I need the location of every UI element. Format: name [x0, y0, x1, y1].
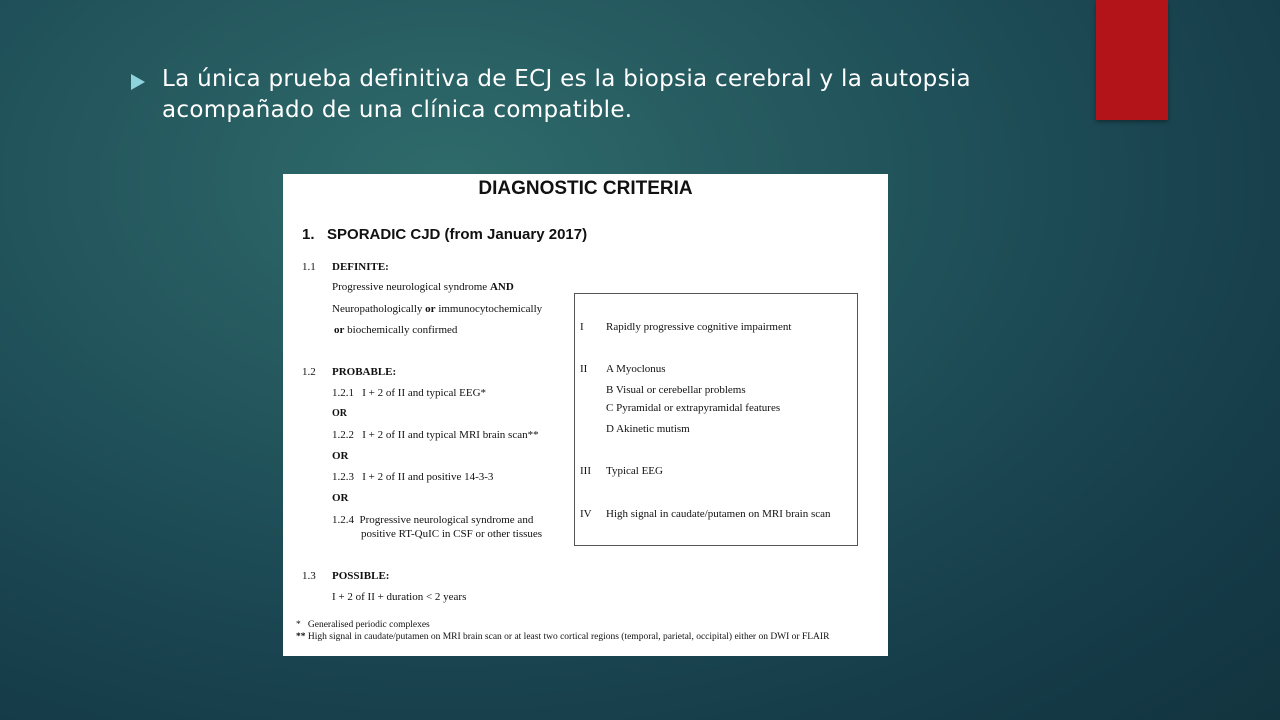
definite-line-2: [332, 303, 542, 315]
footnote-1: [296, 620, 430, 630]
criteria-text-6: Typical EEG: [606, 465, 663, 477]
definite-line-2-post: immunocytochemically: [435, 303, 543, 315]
definite-line-2-bold: or: [425, 303, 436, 315]
criteria-text-5: D Akinetic mutism: [606, 423, 690, 435]
criteria-text-3: B Visual or cerebellar problems: [606, 384, 746, 396]
probable-item-2-num: 1.2.2: [332, 429, 354, 441]
possible-heading: POSSIBLE:: [332, 570, 390, 582]
definite-line-3-bold: or: [334, 324, 345, 336]
definite-line-1-bold: AND: [489, 281, 514, 293]
footnote-2: [296, 632, 829, 642]
probable-number: 1.2: [302, 366, 316, 378]
definite-line-2-text: Neuropathologically: [332, 303, 426, 315]
criteria-text-1: Rapidly progressive cognitive impairment: [606, 321, 792, 333]
probable-item-4-text: Progressive neurological syndrome and: [359, 514, 534, 526]
section-title: SPORADIC CJD (from January 2017): [327, 226, 588, 243]
probable-item-3-num: 1.2.3: [332, 471, 354, 483]
probable-item-4: [332, 514, 533, 526]
or-label-1: OR: [332, 408, 347, 419]
probable-item-1-text: I + 2 of II and typical EEG*: [362, 387, 487, 399]
footnote-1-mark: *: [296, 620, 301, 630]
definite-number: 1.1: [302, 261, 316, 273]
section-number: 1.: [302, 226, 315, 243]
probable-item-3: [332, 471, 493, 483]
possible-number: 1.3: [302, 570, 316, 582]
or-label-3: OR: [332, 492, 349, 504]
red-accent-bar: [1096, 0, 1168, 120]
footnote-1-text: Generalised periodic complexes: [307, 620, 430, 630]
or-label-2: OR: [332, 450, 349, 462]
criteria-text-7: High signal in caudate/putamen on MRI brain scan: [606, 508, 831, 520]
possible-text: I + 2 of II + duration < 2 years: [332, 591, 467, 603]
bullet-arrow-icon: [131, 74, 145, 90]
probable-item-3-text: I + 2 of II and positive 14-3-3: [362, 471, 494, 483]
criteria-text-4: C Pyramidal or extrapyramidal features: [606, 402, 781, 414]
criteria-text-2: A Myoclonus: [606, 363, 666, 375]
probable-item-1: [332, 387, 486, 399]
footnote-2-text: High signal in caudate/putamen on MRI brain scan or at least two cortical regions (temporal, parietal, occipital) either on DWI or FLAIR: [307, 632, 830, 642]
slide-bullet-text: La única prueba definitiva de ECJ es la biopsia cerebral y la autopsia acompañado de una clínica compatible.: [162, 66, 971, 123]
definite-line-3-text: biochemically confirmed: [344, 324, 458, 336]
probable-item-4-num: 1.2.4: [332, 514, 354, 526]
criteria-roman-1: I: [580, 321, 584, 333]
diagnostic-criteria-image: [283, 174, 888, 656]
probable-heading: PROBABLE:: [332, 366, 397, 378]
criteria-roman-6: III: [580, 465, 591, 477]
criteria-roman-2: II: [580, 363, 588, 375]
probable-item-4-line-2: positive RT-QuIC in CSF or other tissues: [361, 528, 543, 540]
probable-item-1-num: 1.2.1: [332, 387, 354, 399]
section-heading: [302, 226, 587, 243]
probable-item-2: [332, 429, 539, 441]
probable-item-2-text: I + 2 of II and typical MRI brain scan**: [362, 429, 539, 441]
criteria-roman-7: IV: [580, 508, 592, 520]
criteria-box: [574, 293, 858, 546]
definite-line-3: [334, 324, 457, 336]
doc-title: DIAGNOSTIC CRITERIA: [478, 178, 693, 199]
definite-heading: DEFINITE:: [332, 261, 389, 273]
definite-line-1: [332, 281, 514, 293]
definite-line-1-text: Progressive neurological syndrome: [332, 281, 490, 293]
footnote-2-mark: **: [296, 632, 306, 642]
